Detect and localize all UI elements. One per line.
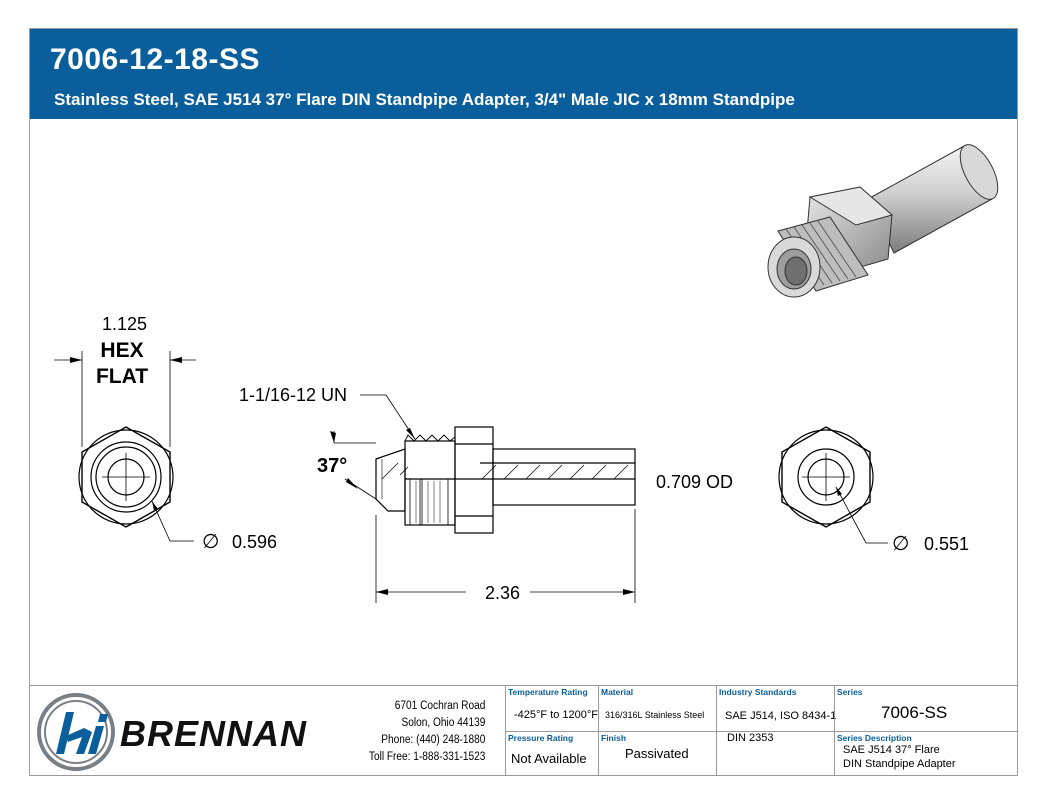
brennan-logo bbox=[36, 692, 366, 772]
series-cell bbox=[834, 686, 1018, 776]
series-desc-2: DIN Standpipe Adapter bbox=[843, 758, 956, 770]
hex-label-2: FLAT bbox=[95, 365, 149, 388]
hex-size-dim: 1.125 bbox=[102, 314, 148, 334]
pressure-value: Not Available bbox=[511, 751, 587, 766]
series-value: 7006-SS bbox=[881, 703, 948, 722]
finish-value: Passivated bbox=[625, 746, 689, 761]
hex-flat-label bbox=[92, 338, 152, 390]
address-line-1: 6701 Cochran Road bbox=[394, 700, 485, 712]
material-label: Material bbox=[601, 687, 634, 697]
standards-value-1: SAE J514, ISO 8434-1 bbox=[725, 710, 837, 722]
title-block bbox=[30, 685, 1017, 776]
right-end-view bbox=[779, 427, 888, 543]
company-name: BRENNAN bbox=[120, 713, 307, 754]
diameter-symbol-left: ∅ bbox=[202, 531, 220, 553]
left-bore-dim: 0.596 bbox=[232, 532, 278, 552]
side-view bbox=[330, 395, 635, 603]
drawing-sheet bbox=[29, 28, 1018, 776]
isometric-view bbox=[768, 139, 1005, 297]
standards-cell bbox=[716, 686, 835, 776]
toll-free: Toll Free: 1-888-331-1523 bbox=[368, 751, 485, 763]
temperature-cell bbox=[505, 686, 599, 776]
temperature-value: -425°F to 1200°F bbox=[514, 709, 599, 721]
pressure-label: Pressure Rating bbox=[508, 733, 574, 743]
od-dim: 0.709 OD bbox=[656, 472, 734, 492]
part-number: 7006-12-18-SS bbox=[50, 43, 260, 76]
standards-label: Industry Standards bbox=[719, 687, 797, 697]
finish-label: Finish bbox=[601, 733, 627, 743]
company-address bbox=[369, 698, 485, 766]
material-cell bbox=[598, 686, 717, 776]
hex-label-1: HEX bbox=[100, 339, 144, 362]
part-description: Stainless Steel, SAE J514 37° Flare DIN Standpipe Adapter, 3/4" Male JIC x 18mm Standpipe bbox=[54, 90, 795, 109]
technical-drawing bbox=[30, 29, 1017, 685]
thread-dim: 1-1/16-12 UN bbox=[239, 385, 348, 405]
series-label: Series bbox=[837, 687, 863, 697]
length-dim: 2.36 bbox=[485, 583, 521, 603]
material-value: 316/316L Stainless Steel bbox=[605, 710, 705, 720]
standards-value-2: DIN 2353 bbox=[727, 732, 774, 744]
series-desc-label: Series Description bbox=[837, 733, 912, 743]
temperature-label: Temperature Rating bbox=[508, 687, 588, 697]
flare-angle-dim: 37° bbox=[317, 455, 348, 477]
phone: Phone: (440) 248-1880 bbox=[380, 734, 485, 746]
diameter-symbol-right: ∅ bbox=[892, 533, 910, 555]
series-desc-1: SAE J514 37° Flare bbox=[843, 744, 940, 756]
address-line-2: Solon, Ohio 44139 bbox=[401, 717, 485, 729]
right-bore-dim: 0.551 bbox=[924, 534, 970, 554]
